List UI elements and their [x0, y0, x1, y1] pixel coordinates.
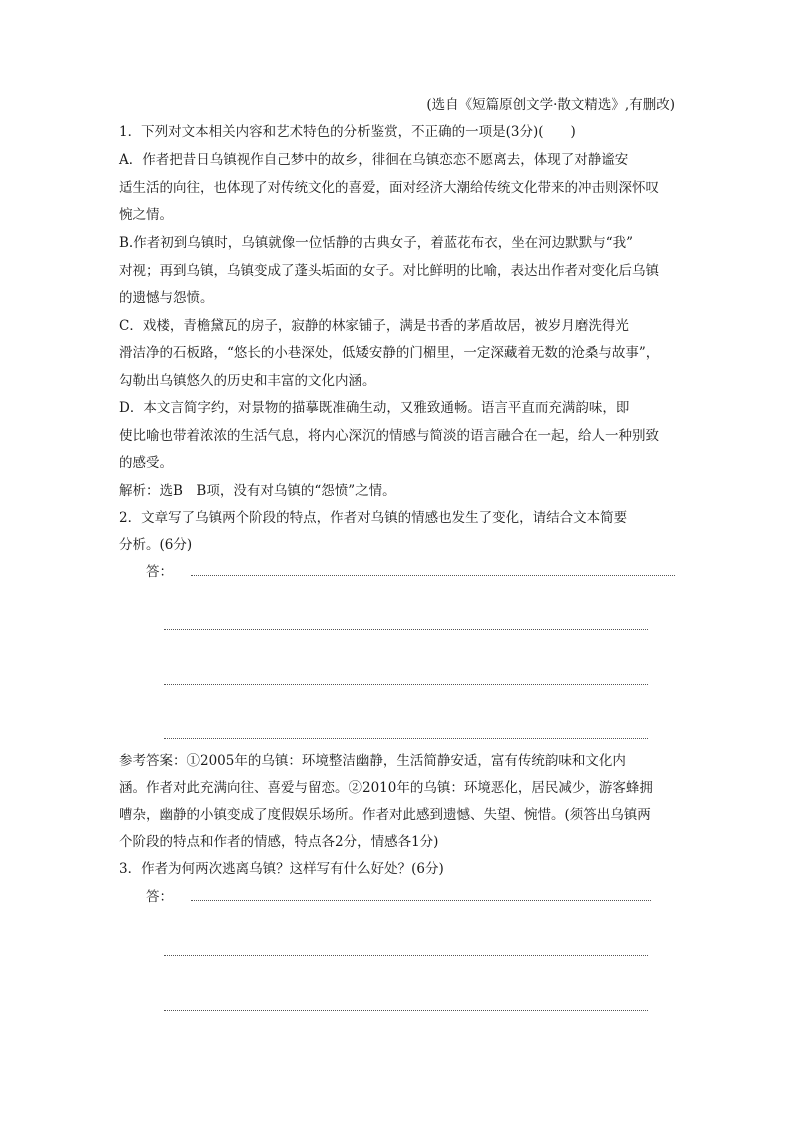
question-2-answer-line-3[interactable] — [164, 684, 648, 685]
question-2-reference-line-2: 涵。作者对此充满向往、喜爱与留恋。②2010年的乌镇：环境恶化，居民减少，游客蜂拥 — [119, 780, 653, 796]
question-2-answer-label: 答： — [146, 564, 173, 580]
question-2-answer-line-2[interactable] — [164, 629, 648, 630]
option-c-line-2: 滑洁净的石板路，“悠长的小巷深处，低矮安静的门楣里，一定深藏着无数的沧桑与故事”， — [119, 345, 660, 361]
question-3-answer-label: 答： — [146, 889, 173, 905]
question-2-reference-line-1: 参考答案：①2005年的乌镇：环境整洁幽静，生活简静安适，富有传统韵味和文化内 — [119, 753, 626, 769]
question-1-analysis: 解析：选B B项，没有对乌镇的“怨愤”之情。 — [119, 483, 396, 499]
question-2-reference-line-4: 个阶段的特点和作者的情感，特点各2分，情感各1分) — [119, 834, 439, 850]
question-3-answer-line-2[interactable] — [164, 955, 648, 956]
question-2-answer-line-1[interactable] — [191, 575, 675, 576]
option-b-line-3: 的遗憾与怨愤。 — [119, 290, 214, 306]
question-3-answer-line-3[interactable] — [164, 1010, 648, 1011]
question-2-answer-line-4[interactable] — [164, 738, 648, 739]
source-citation: (选自《短篇原创文学·散文精选》,有删改) — [426, 97, 675, 113]
option-c-line-3: 勾勒出乌镇悠久的历史和丰富的文化内涵。 — [119, 373, 376, 389]
question-3-answer-line-1[interactable] — [191, 900, 651, 901]
option-d-line-1: D．本文言简字约，对景物的描摹既准确生动，又雅致通畅。语言平直而充满韵味，即 — [119, 400, 630, 416]
option-b-line-2: 对视；再到乌镇，乌镇变成了蓬头垢面的女子。对比鲜明的比喻，表达出作者对变化后乌镇 — [119, 263, 659, 279]
question-3-stem: 3．作者为何两次逃离乌镇？这样写有什么好处？(6分) — [119, 861, 444, 877]
option-b-line-1: B.作者初到乌镇时，乌镇就像一位恬静的古典女子，着蓝花布衣，坐在河边默默与“我” — [119, 235, 634, 251]
question-1-stem: 1．下列对文本相关内容和艺术特色的分析鉴赏，不正确的一项是(3分)( ) — [119, 124, 576, 140]
option-d-line-2: 使比喻也带着浓浓的生活气息，将内心深沉的情感与简淡的语言融合在一起，给人一种别致 — [119, 428, 659, 444]
question-2-stem-line-2: 分析。(6分) — [119, 537, 193, 553]
option-d-line-3: 的感受。 — [119, 455, 173, 471]
question-2-reference-line-3: 嘈杂，幽静的小镇变成了度假娱乐场所。作者对此感到遗憾、失望、惋惜。(须答出乌镇两 — [119, 807, 651, 823]
option-a-line-1: A．作者把昔日乌镇视作自己梦中的故乡，徘徊在乌镇恋恋不愿离去，体现了对静谧安 — [119, 152, 629, 168]
option-a-line-2: 适生活的向往，也体现了对传统文化的喜爱，面对经济大潮给传统文化带来的冲击则深怀叹 — [119, 180, 659, 196]
option-c-line-1: C．戏楼，青檐黛瓦的房子，寂静的林家铺子，满是书香的茅盾故居，被岁月磨洗得光 — [119, 318, 629, 334]
option-a-line-3: 惋之情。 — [119, 207, 173, 223]
question-2-stem-line-1: 2．文章写了乌镇两个阶段的特点，作者对乌镇的情感也发生了变化，请结合文本简要 — [119, 510, 628, 526]
